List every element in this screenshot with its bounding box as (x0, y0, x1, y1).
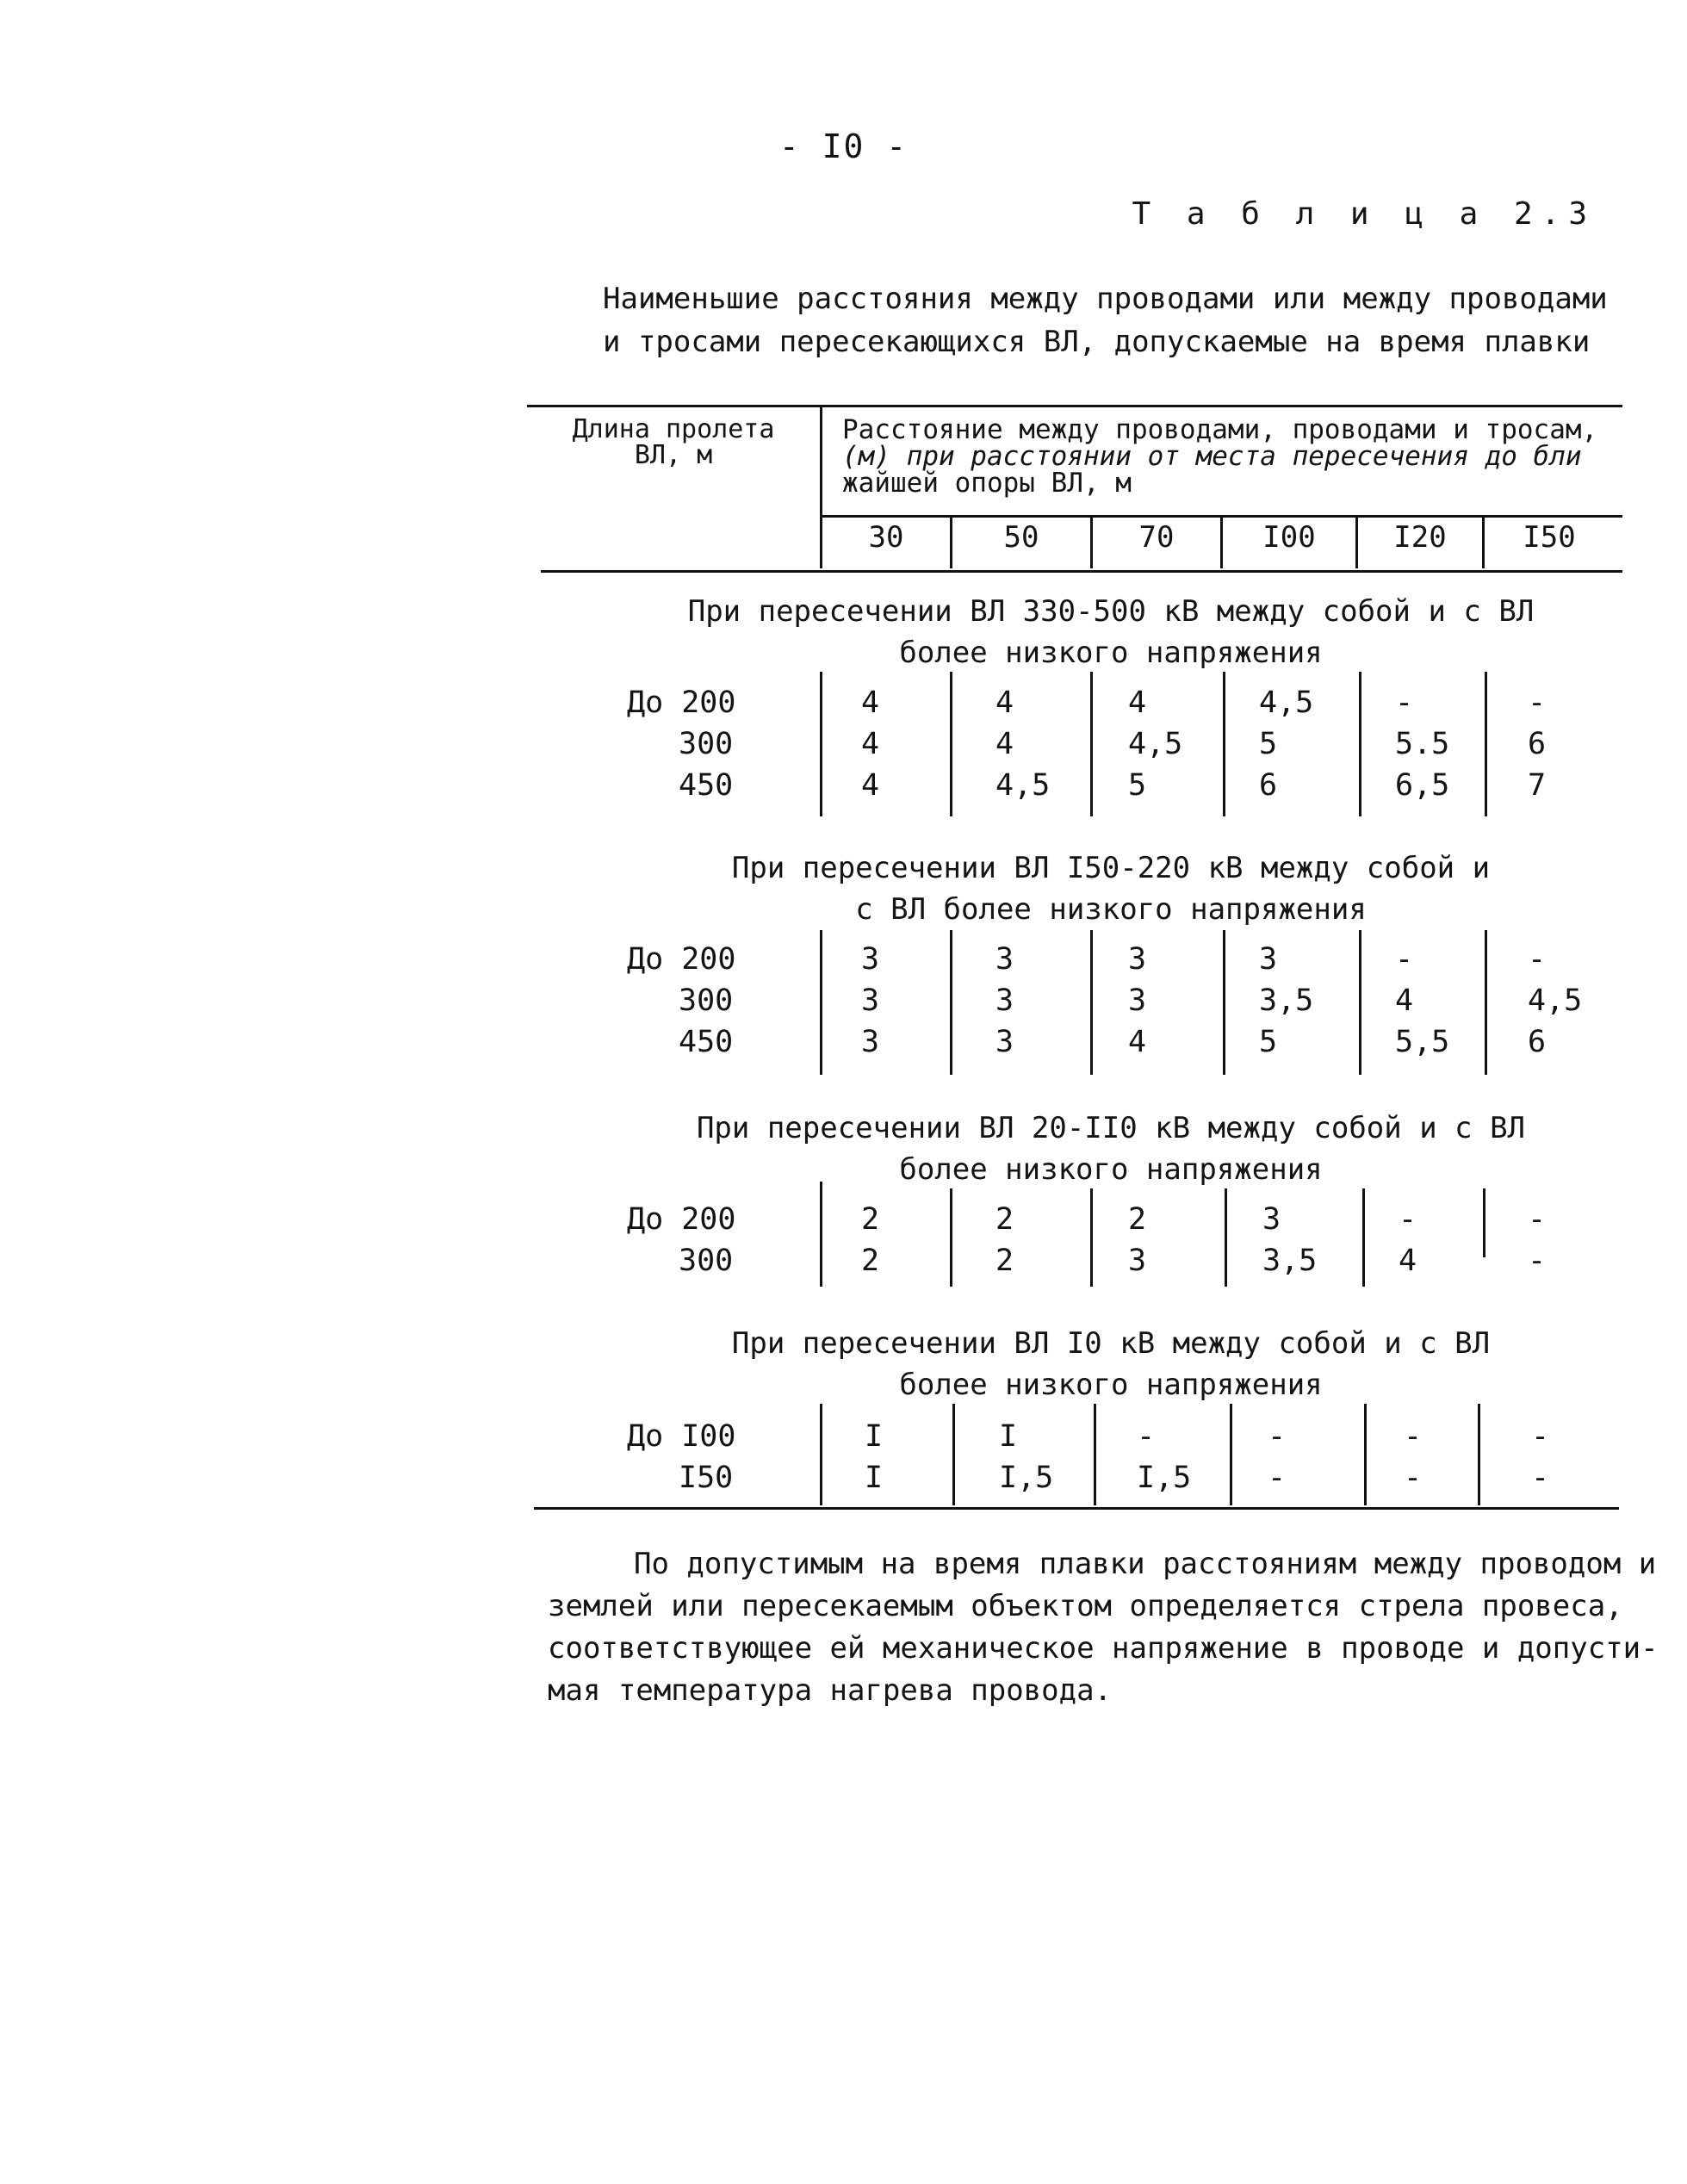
table-row (534, 942, 1653, 983)
section-title-line: более низкого напряжения (899, 1152, 1323, 1187)
section-title-line: более низкого напряжения (899, 636, 1323, 670)
span-value: 300 (679, 983, 734, 1018)
cell: I (865, 1461, 884, 1495)
cell: 2 (1128, 1202, 1147, 1237)
cell: 6 (1259, 768, 1278, 803)
section-title (603, 1108, 1619, 1190)
table-row (534, 1202, 1653, 1244)
cell: - (1395, 942, 1414, 977)
cell: 4 (1399, 1244, 1417, 1278)
table-row (534, 1244, 1653, 1285)
table-row (534, 1419, 1653, 1461)
span-value: I50 (679, 1461, 734, 1495)
cell: I,5 (999, 1461, 1054, 1495)
cell: 4 (1128, 1025, 1147, 1059)
span-value: До 200 (627, 686, 736, 720)
cell: 6 (1528, 1025, 1547, 1059)
column-number: 70 (1138, 520, 1175, 555)
cell: - (1399, 1202, 1417, 1237)
cell: I,5 (1137, 1461, 1192, 1495)
cell: 3 (1262, 1202, 1281, 1237)
cell: 2 (861, 1244, 880, 1278)
cell: 4,5 (1128, 727, 1183, 761)
cell: - (1404, 1461, 1423, 1495)
span-value: До I00 (627, 1419, 736, 1454)
cell: 3 (861, 942, 880, 977)
cell: 5.5 (1395, 727, 1450, 761)
table-row (534, 727, 1653, 768)
note-paragraph (548, 1543, 1659, 1712)
section-title (603, 847, 1619, 930)
span-value: 300 (679, 1244, 734, 1278)
cell: - (1531, 1461, 1550, 1495)
caption-line: Наименьшие расстояния между проводами или между проводами (603, 282, 1608, 316)
cell: - (1404, 1419, 1423, 1454)
cell: 3,5 (1262, 1244, 1318, 1278)
cell: - (1528, 942, 1547, 977)
cell: 2 (861, 1202, 880, 1237)
note-line: землей или пересекаемым объектом определяется стрела провеса, (548, 1589, 1623, 1623)
cell: 3 (995, 942, 1014, 977)
table-top-rule (527, 405, 1622, 407)
section-title-line: При пересечении ВЛ 20-II0 кВ между собой и с ВЛ (696, 1111, 1526, 1145)
cell: I (999, 1419, 1018, 1454)
column-number: 50 (1003, 520, 1039, 555)
cell: 3,5 (1259, 983, 1314, 1018)
cell: 5 (1259, 1025, 1278, 1059)
cell: 3 (861, 1025, 880, 1059)
cell: 2 (995, 1244, 1014, 1278)
header-bottom-rule (541, 570, 1622, 573)
cell: 4,5 (995, 768, 1051, 803)
cell: 3 (861, 983, 880, 1018)
page-number: - I0 - (778, 127, 909, 165)
caption-line: и тросами пересекающихся ВЛ, допускаемые на время плавки (603, 325, 1591, 359)
distance-header-line: (м) при расстоянии от места пересечения до бли (842, 441, 1582, 472)
cell: 5 (1128, 768, 1147, 803)
column-number: I50 (1523, 520, 1576, 555)
cell: 4 (861, 768, 880, 803)
table-row (534, 1025, 1653, 1066)
cell: - (1268, 1419, 1287, 1454)
span-value: До 200 (627, 1202, 736, 1237)
cell: 4 (861, 727, 880, 761)
span-value: 450 (679, 768, 734, 803)
cell: 4 (861, 686, 880, 720)
distance-header-line: Расстояние между проводами, проводами и тросам, (842, 414, 1598, 445)
table-bottom-rule (534, 1507, 1619, 1510)
section-title-line: При пересечении ВЛ I50-220 кВ между собой и (731, 851, 1491, 885)
cell: 3 (1128, 1244, 1147, 1278)
cell: 6,5 (1395, 768, 1450, 803)
table-row (534, 768, 1653, 810)
cell: - (1395, 686, 1414, 720)
cell: - (1268, 1461, 1287, 1495)
column-number: I00 (1262, 520, 1316, 555)
table-row (534, 686, 1653, 727)
cell: 4 (1128, 686, 1147, 720)
cell: 4 (1395, 983, 1414, 1018)
section-title (603, 591, 1619, 673)
table-caption (603, 277, 1619, 363)
cell: - (1528, 1244, 1547, 1278)
cell: I (865, 1419, 884, 1454)
cell: - (1531, 1419, 1550, 1454)
cell: 6 (1528, 727, 1547, 761)
note-line: мая температура нагрева провода. (548, 1673, 1113, 1708)
cell: 4 (995, 727, 1014, 761)
cell: 3 (995, 983, 1014, 1018)
distance-column-header (842, 414, 1634, 499)
span-header-line: ВЛ, м (634, 440, 713, 470)
span-value: 450 (679, 1025, 734, 1059)
cell: 3 (1259, 942, 1278, 977)
table-row (534, 983, 1653, 1025)
cell: 3 (995, 1025, 1014, 1059)
column-number: 30 (868, 520, 904, 555)
cell: 7 (1528, 768, 1547, 803)
cell: 4,5 (1528, 983, 1583, 1018)
cell: 4,5 (1259, 686, 1314, 720)
span-column-header (527, 414, 820, 470)
distance-header-line: жайшей опоры ВЛ, м (842, 468, 1132, 499)
note-line: По допустимым на время плавки расстояниям между проводом и (634, 1547, 1657, 1581)
section-title-line: При пересечении ВЛ I0 кВ между собой и с ВЛ (731, 1326, 1491, 1361)
section-title-line: с ВЛ более низкого напряжения (855, 892, 1367, 927)
section-title (603, 1323, 1619, 1405)
cell: - (1528, 686, 1547, 720)
table-label: Т а б л и ц а 2.3 (1132, 196, 1596, 232)
cell: - (1137, 1419, 1156, 1454)
table-row (534, 1461, 1653, 1502)
section-title-line: При пересечении ВЛ 330-500 кВ между собой и с ВЛ (687, 594, 1535, 629)
span-value: До 200 (627, 942, 736, 977)
cell: 5,5 (1395, 1025, 1450, 1059)
note-line: соответствующее ей механическое напряжение в проводе и допусти- (548, 1631, 1659, 1666)
cell: 3 (1128, 983, 1147, 1018)
span-value: 300 (679, 727, 734, 761)
cell: 5 (1259, 727, 1278, 761)
column-number: I20 (1393, 520, 1447, 555)
cell: 4 (995, 686, 1014, 720)
cell: - (1528, 1202, 1547, 1237)
span-header-line: Длина пролета (572, 414, 775, 444)
section-title-line: более низкого напряжения (899, 1368, 1323, 1402)
cell: 2 (995, 1202, 1014, 1237)
cell: 3 (1128, 942, 1147, 977)
